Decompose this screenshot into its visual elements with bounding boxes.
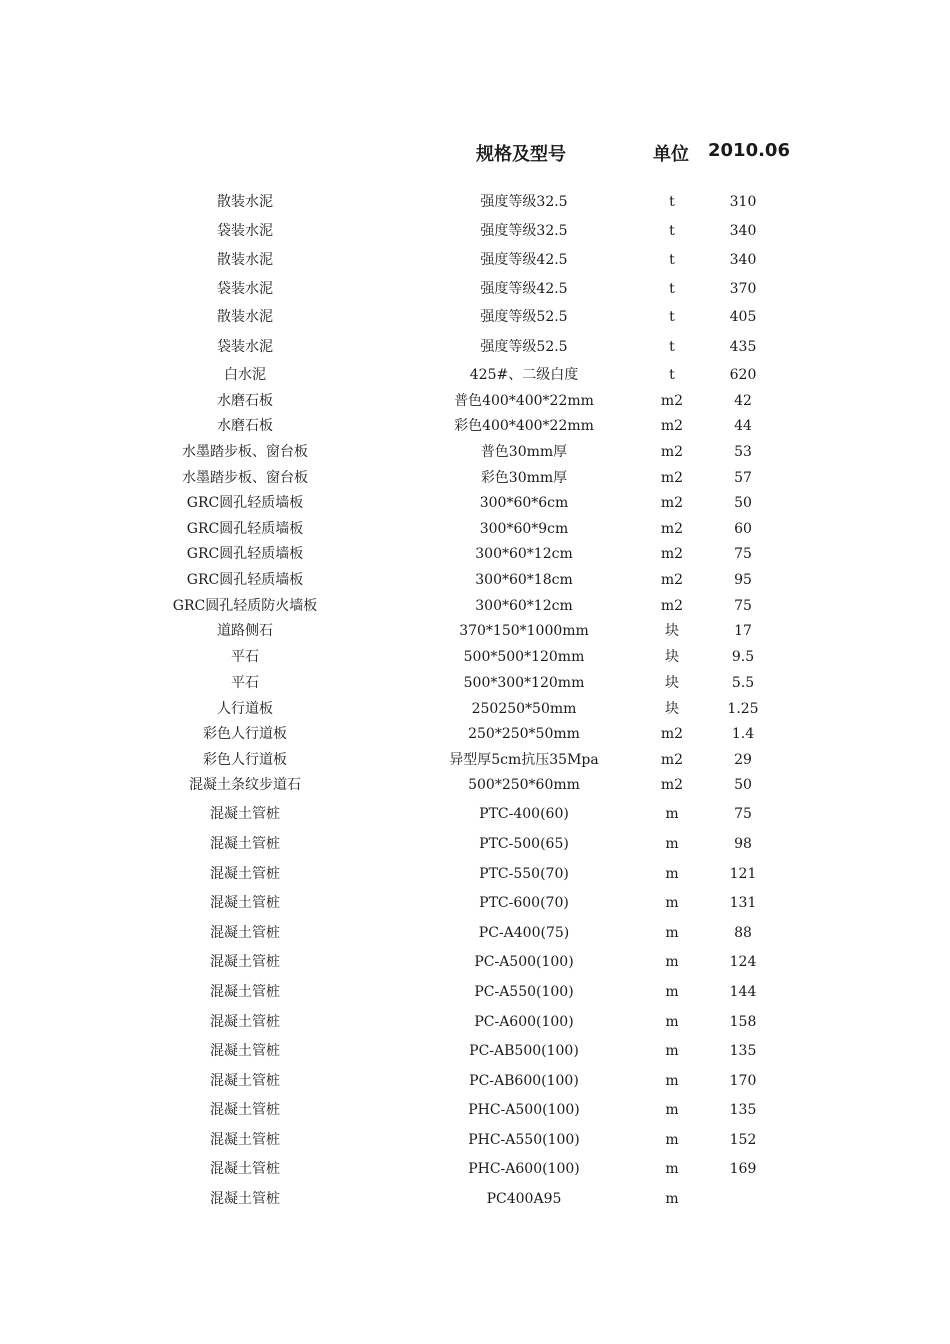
item-name: 散装水泥 <box>217 194 273 210</box>
item-spec: 强度等级32.5 <box>480 194 568 210</box>
table-row <box>0 277 950 301</box>
item-unit: t <box>669 252 675 268</box>
item-unit: t <box>669 223 675 239</box>
item-price: 340 <box>729 252 757 268</box>
item-spec: 异型厚5cm抗压35Mpa <box>449 752 599 768</box>
item-spec: 500*500*120mm <box>463 649 585 665</box>
item-unit: m <box>665 984 679 1000</box>
item-price: 158 <box>729 1014 757 1030</box>
item-unit: m <box>665 1191 679 1207</box>
item-price: 98 <box>734 836 752 852</box>
item-price: 340 <box>729 223 757 239</box>
item-spec: 强度等级32.5 <box>480 223 568 239</box>
item-spec: 300*60*12cm <box>475 598 573 614</box>
item-name: 混凝土管桩 <box>210 954 280 970</box>
item-price: 310 <box>729 194 757 210</box>
table-row <box>0 1187 950 1211</box>
table-row <box>0 440 950 464</box>
table-row <box>0 1128 950 1152</box>
item-name: 混凝土管桩 <box>210 895 280 911</box>
item-name: 混凝土管桩 <box>210 1132 280 1148</box>
table-row <box>0 594 950 618</box>
item-unit: m <box>665 806 679 822</box>
item-name: 混凝土管桩 <box>210 1161 280 1177</box>
item-unit: m <box>665 895 679 911</box>
item-name: GRC圆孔轻质墙板 <box>186 495 304 511</box>
item-unit: m <box>665 1102 679 1118</box>
item-name: 混凝土管桩 <box>210 806 280 822</box>
item-unit: m2 <box>660 726 684 742</box>
item-name: 混凝土管桩 <box>210 1014 280 1030</box>
item-price: 1.4 <box>731 726 755 742</box>
table-row <box>0 190 950 214</box>
item-name: 水磨石板 <box>217 393 273 409</box>
item-price: 5.5 <box>731 675 755 691</box>
item-price: 170 <box>729 1073 757 1089</box>
item-unit: m2 <box>660 418 684 434</box>
item-unit: t <box>669 281 675 297</box>
table-row <box>0 802 950 826</box>
item-price: 152 <box>729 1132 757 1148</box>
table-row <box>0 1069 950 1093</box>
table-row <box>0 1039 950 1063</box>
item-spec: PC-A600(100) <box>474 1014 574 1030</box>
item-unit: t <box>669 339 675 355</box>
item-spec: PHC-A550(100) <box>468 1132 580 1148</box>
item-price: 169 <box>729 1161 757 1177</box>
item-unit: m2 <box>660 546 684 562</box>
item-name: 混凝土管桩 <box>210 1102 280 1118</box>
item-spec: 500*300*120mm <box>463 675 585 691</box>
item-name: 袋装水泥 <box>217 281 273 297</box>
item-unit: m2 <box>660 495 684 511</box>
item-spec: 强度等级52.5 <box>480 339 568 355</box>
item-name: 混凝土管桩 <box>210 984 280 1000</box>
item-name: 平石 <box>231 649 259 665</box>
table-header <box>0 140 950 166</box>
item-name: 水墨踏步板、窗台板 <box>182 470 308 486</box>
item-unit: 块 <box>665 623 679 639</box>
item-spec: 普色30mm厚 <box>480 444 568 460</box>
item-name: 道路侧石 <box>217 623 273 639</box>
item-name: 混凝土管桩 <box>210 1043 280 1059</box>
item-name: GRC圆孔轻质墙板 <box>186 521 304 537</box>
item-name: 彩色人行道板 <box>203 726 287 742</box>
table-row <box>0 414 950 438</box>
item-spec: PC-A550(100) <box>474 984 574 1000</box>
table-row <box>0 568 950 592</box>
item-spec: PC-A500(100) <box>474 954 574 970</box>
item-unit: m <box>665 1014 679 1030</box>
item-unit: t <box>669 309 675 325</box>
item-price: 75 <box>734 806 752 822</box>
table-row <box>0 645 950 669</box>
item-unit: t <box>669 194 675 210</box>
date-column-header: 2010.06 <box>708 140 790 161</box>
item-spec: 300*60*9cm <box>479 521 569 537</box>
item-name: 散装水泥 <box>217 309 273 325</box>
table-row <box>0 1157 950 1181</box>
item-name: 彩色人行道板 <box>203 752 287 768</box>
table-row <box>0 862 950 886</box>
table-row <box>0 891 950 915</box>
item-spec: PHC-A500(100) <box>468 1102 580 1118</box>
table-row <box>0 305 950 329</box>
item-spec: PC400A95 <box>486 1191 562 1207</box>
spec-column-header: 规格及型号 <box>476 144 566 165</box>
item-price: 17 <box>734 623 752 639</box>
item-spec: PTC-550(70) <box>479 866 569 882</box>
table-row <box>0 950 950 974</box>
item-unit: t <box>669 367 675 383</box>
item-price: 135 <box>729 1043 757 1059</box>
item-unit: m2 <box>660 521 684 537</box>
item-unit: m2 <box>660 470 684 486</box>
item-price: 60 <box>734 521 752 537</box>
item-unit: m <box>665 1043 679 1059</box>
item-spec: 425#、二级白度 <box>469 367 579 383</box>
item-spec: 强度等级52.5 <box>480 309 568 325</box>
item-price: 124 <box>729 954 757 970</box>
item-name: 平石 <box>231 675 259 691</box>
table-row <box>0 832 950 856</box>
table-row <box>0 517 950 541</box>
item-spec: 彩色30mm厚 <box>480 470 568 486</box>
item-price: 42 <box>734 393 752 409</box>
item-price: 131 <box>729 895 757 911</box>
item-unit: m2 <box>660 752 684 768</box>
item-price: 620 <box>729 367 757 383</box>
item-price: 95 <box>734 572 752 588</box>
table-row <box>0 389 950 413</box>
table-row <box>0 1010 950 1034</box>
item-price: 121 <box>729 866 757 882</box>
item-price: 370 <box>729 281 757 297</box>
item-spec: PTC-500(65) <box>479 836 569 852</box>
item-name: 人行道板 <box>217 701 273 717</box>
item-spec: 370*150*1000mm <box>459 623 589 639</box>
table-row <box>0 466 950 490</box>
item-spec: 500*250*60mm <box>468 777 580 793</box>
table-row <box>0 671 950 695</box>
item-spec: PC-AB600(100) <box>469 1073 579 1089</box>
item-name: 散装水泥 <box>217 252 273 268</box>
table-row <box>0 363 950 387</box>
item-unit: m <box>665 954 679 970</box>
item-name: 袋装水泥 <box>217 339 273 355</box>
item-price: 44 <box>734 418 752 434</box>
table-row <box>0 619 950 643</box>
table-row <box>0 697 950 721</box>
item-name: 混凝土条纹步道石 <box>189 777 301 793</box>
item-unit: m <box>665 1132 679 1148</box>
item-name: 袋装水泥 <box>217 223 273 239</box>
item-unit: m <box>665 1073 679 1089</box>
item-price: 50 <box>734 777 752 793</box>
item-spec: PHC-A600(100) <box>468 1161 580 1177</box>
item-price: 405 <box>729 309 757 325</box>
item-spec: 300*60*12cm <box>475 546 573 562</box>
item-spec: PC-AB500(100) <box>469 1043 579 1059</box>
item-spec: PC-A400(75) <box>478 925 570 941</box>
table-row <box>0 542 950 566</box>
item-spec: 250250*50mm <box>471 701 577 717</box>
item-price: 9.5 <box>731 649 755 665</box>
item-spec: 300*60*18cm <box>475 572 573 588</box>
item-unit: m <box>665 925 679 941</box>
table-row <box>0 722 950 746</box>
item-name: GRC圆孔轻质墙板 <box>186 572 304 588</box>
item-price: 75 <box>734 598 752 614</box>
table-row <box>0 1098 950 1122</box>
table-row <box>0 921 950 945</box>
item-spec: 300*60*6cm <box>479 495 569 511</box>
item-name: 混凝土管桩 <box>210 1191 280 1207</box>
item-spec: 强度等级42.5 <box>480 281 568 297</box>
item-unit: 块 <box>665 675 679 691</box>
item-price: 435 <box>729 339 757 355</box>
table-row <box>0 980 950 1004</box>
item-spec: PTC-400(60) <box>479 806 569 822</box>
item-unit: m2 <box>660 777 684 793</box>
item-spec: PTC-600(70) <box>479 895 569 911</box>
item-spec: 普色400*400*22mm <box>454 393 594 409</box>
item-price: 144 <box>729 984 757 1000</box>
item-unit: 块 <box>665 649 679 665</box>
item-name: 白水泥 <box>224 367 266 383</box>
item-name: GRC圆孔轻质防火墙板 <box>172 598 318 614</box>
item-price: 53 <box>734 444 752 460</box>
item-price: 29 <box>734 752 752 768</box>
item-name: GRC圆孔轻质墙板 <box>186 546 304 562</box>
item-unit: m2 <box>660 444 684 460</box>
item-unit: m <box>665 836 679 852</box>
item-unit: m2 <box>660 393 684 409</box>
item-price: 50 <box>734 495 752 511</box>
item-spec: 250*250*50mm <box>468 726 580 742</box>
item-spec: 彩色400*400*22mm <box>454 418 594 434</box>
item-unit: m2 <box>660 572 684 588</box>
item-price: 1.25 <box>727 701 759 717</box>
item-price: 135 <box>729 1102 757 1118</box>
item-unit: 块 <box>665 701 679 717</box>
table-row <box>0 491 950 515</box>
item-unit: m2 <box>660 598 684 614</box>
item-unit: m <box>665 866 679 882</box>
item-name: 水墨踏步板、窗台板 <box>182 444 308 460</box>
item-name: 混凝土管桩 <box>210 925 280 941</box>
item-name: 水磨石板 <box>217 418 273 434</box>
table-row <box>0 219 950 243</box>
table-row <box>0 773 950 797</box>
item-unit: m <box>665 1161 679 1177</box>
item-name: 混凝土管桩 <box>210 866 280 882</box>
table-row <box>0 248 950 272</box>
item-price: 88 <box>734 925 752 941</box>
table-row <box>0 748 950 772</box>
item-spec: 强度等级42.5 <box>480 252 568 268</box>
table-row <box>0 335 950 359</box>
item-name: 混凝土管桩 <box>210 836 280 852</box>
item-name: 混凝土管桩 <box>210 1073 280 1089</box>
unit-column-header: 单位 <box>653 144 689 165</box>
item-price: 75 <box>734 546 752 562</box>
item-price: 57 <box>734 470 752 486</box>
